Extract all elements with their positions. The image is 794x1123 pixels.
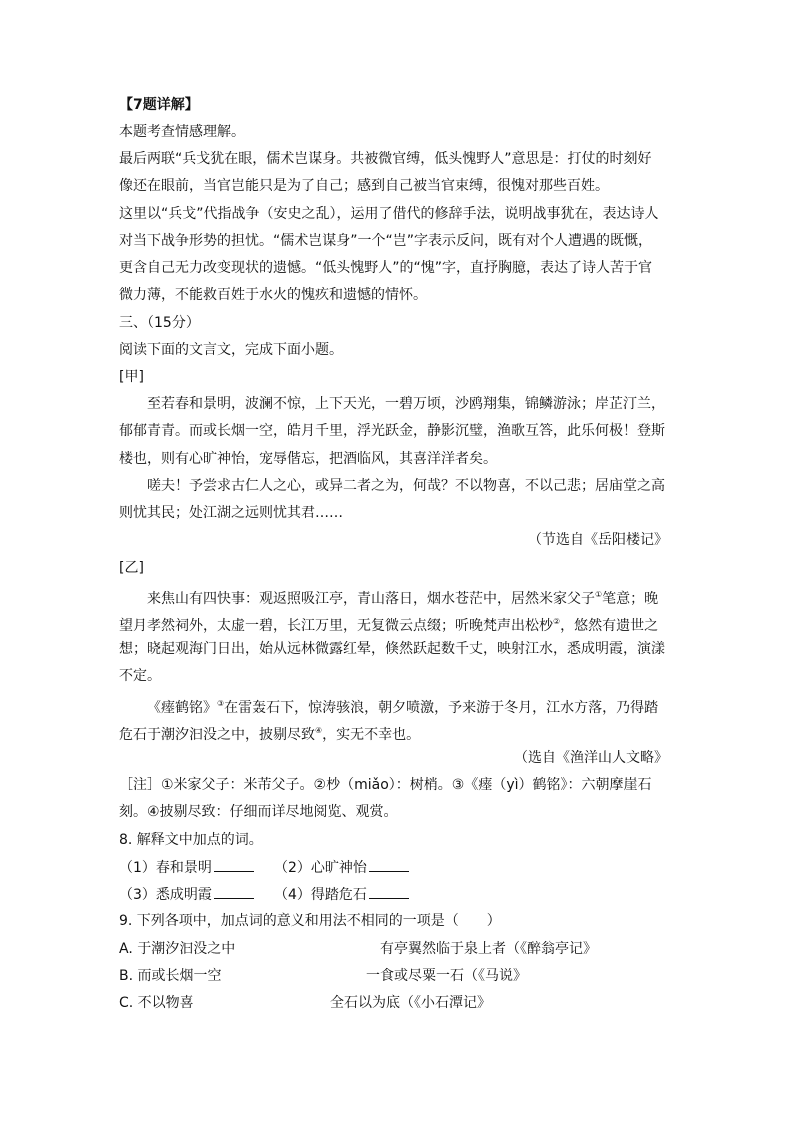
passage-a-source: （节选自《岳阳楼记》 — [528, 532, 668, 548]
q8-item: （4）得踏危石 — [274, 884, 409, 905]
passage-b-label: [乙] — [119, 560, 144, 576]
passage-b-line: 不定。 — [119, 668, 161, 684]
passage-a-line: 至若春和景明，波澜不惊，上下天光，一碧万顷，沙鸥翔集，锦鳞游泳；岸芷汀兰， — [147, 396, 665, 412]
passage-b-source: （选自《渔洋山人文略》 — [514, 750, 668, 766]
section-instruction: 阅读下面的文言文，完成下面小题。 — [119, 342, 343, 358]
q9-option-b-right: 一食或尽粟一石（《马说》 — [366, 968, 527, 984]
passage-a-line: 则忧其民；处江湖之远则忧其君…… — [119, 505, 343, 521]
footnote-marker: ② — [553, 617, 561, 626]
notes-line: ［注］①米家父子：米芾父子。②杪（miǎo）：树梢。③《瘗（yì）鹤铭》：六朝摩崖石 — [119, 777, 652, 793]
q7-line: 微力薄，不能救百姓于水火的愧疚和遗憾的情怀。 — [119, 287, 427, 303]
passage-a-line: 楼也，则有心旷神怡，宠辱偕忘，把酒临风，其喜洋洋者矣。 — [119, 451, 497, 467]
q8-stem: 8. 解释文中加点的词。 — [119, 832, 263, 848]
q7-line: 对当下战争形势的担忧。“儒术岂谋身”一个“岂”字表示反问，既有对个人遭遇的既慨， — [119, 233, 653, 249]
answer-blank[interactable] — [369, 884, 409, 899]
passage-b-line: 《瘗鹤铭》③在雷轰石下，惊涛骇浪，朝夕喷激，予来游于冬月，江水方落，乃得踏 — [147, 699, 659, 716]
q9-option-b-left: B. 而或长烟一空 — [119, 968, 222, 984]
q8-item: （1）春和景明 — [119, 857, 254, 878]
passage-a-line: 郁郁青青。而或长烟一空，皓月千里，浮光跃金，静影沉璧，渔歌互答，此乐何极！登斯 — [119, 423, 665, 439]
passage-b-line: 望月孝然祠外，太虚一碧，长江万里，无复微云点缀；听晚梵声出松杪②，悠然有遗世之 — [119, 617, 659, 634]
passage-a-label: [甲] — [119, 369, 144, 385]
answer-blank[interactable] — [214, 884, 254, 899]
q7-line: 本题考查情感理解。 — [119, 124, 245, 140]
q9-option-a-left: A. 于潮汐汩没之中 — [119, 941, 236, 957]
passage-b-line: 想；晓起观海门日出，始从远林微露红晕，倏然跃起数千丈，映射江水，悉成明霞，演漾 — [119, 641, 665, 657]
q7-line: 最后两联“兵戈犹在眼，儒术岂谋身。共被微官缚，低头愧野人”意思是：打仗的时刻好 — [119, 151, 652, 167]
q9-stem: 9. 下列各项中，加点词的意义和用法不相同的一项是（ ） — [119, 913, 501, 929]
q7-line: 更含自己无力改变现状的遗憾。“低头愧野人”的“愧”字，直抒胸臆，表达了诗人苦于官 — [119, 260, 653, 276]
passage-b-line: 来焦山有四快事：观返照吸江亭，青山落日，烟水苍茫中，居然米家父子①笔意；晚 — [147, 590, 659, 607]
q9-option-c-left: C. 不以物喜 — [119, 995, 194, 1011]
q9-option-a-right: 有亭翼然临于泉上者（《醉翁亭记》 — [380, 941, 597, 957]
q9-option-c-right: 全石以为底（《小石潭记》 — [330, 995, 491, 1011]
footnote-marker: ③ — [217, 699, 225, 708]
footnote-marker: ① — [595, 590, 603, 599]
q7-header: 【7题详解】 — [119, 97, 199, 113]
q7-line: 像还在眼前，当官岂能只是为了自己；感到自己被当官束缚，很愧对那些百姓。 — [119, 178, 609, 194]
notes-line: 刻。④披剔尽致：仔细而详尽地阅览、观赏。 — [119, 804, 398, 820]
answer-blank[interactable] — [369, 857, 409, 872]
answer-blank[interactable] — [214, 857, 254, 872]
footnote-marker: ④ — [315, 726, 323, 735]
passage-a-line: 嗟夫！予尝求古仁人之心，或异二者之为，何哉？不以物喜，不以己悲；居庙堂之高 — [147, 478, 665, 494]
q7-line: 这里以“兵戈”代指战争（安史之乱），运用了借代的修辞手法，说明战事犹在，表达诗人 — [119, 206, 659, 222]
q8-item: （2）心旷神怡 — [274, 857, 409, 878]
q8-item: （3）悉成明霞 — [119, 884, 254, 905]
passage-b-line: 危石于潮汐汩没之中，披剔尽致④，实无不幸也。 — [119, 726, 421, 743]
section-heading: 三、（15分） — [119, 315, 200, 331]
